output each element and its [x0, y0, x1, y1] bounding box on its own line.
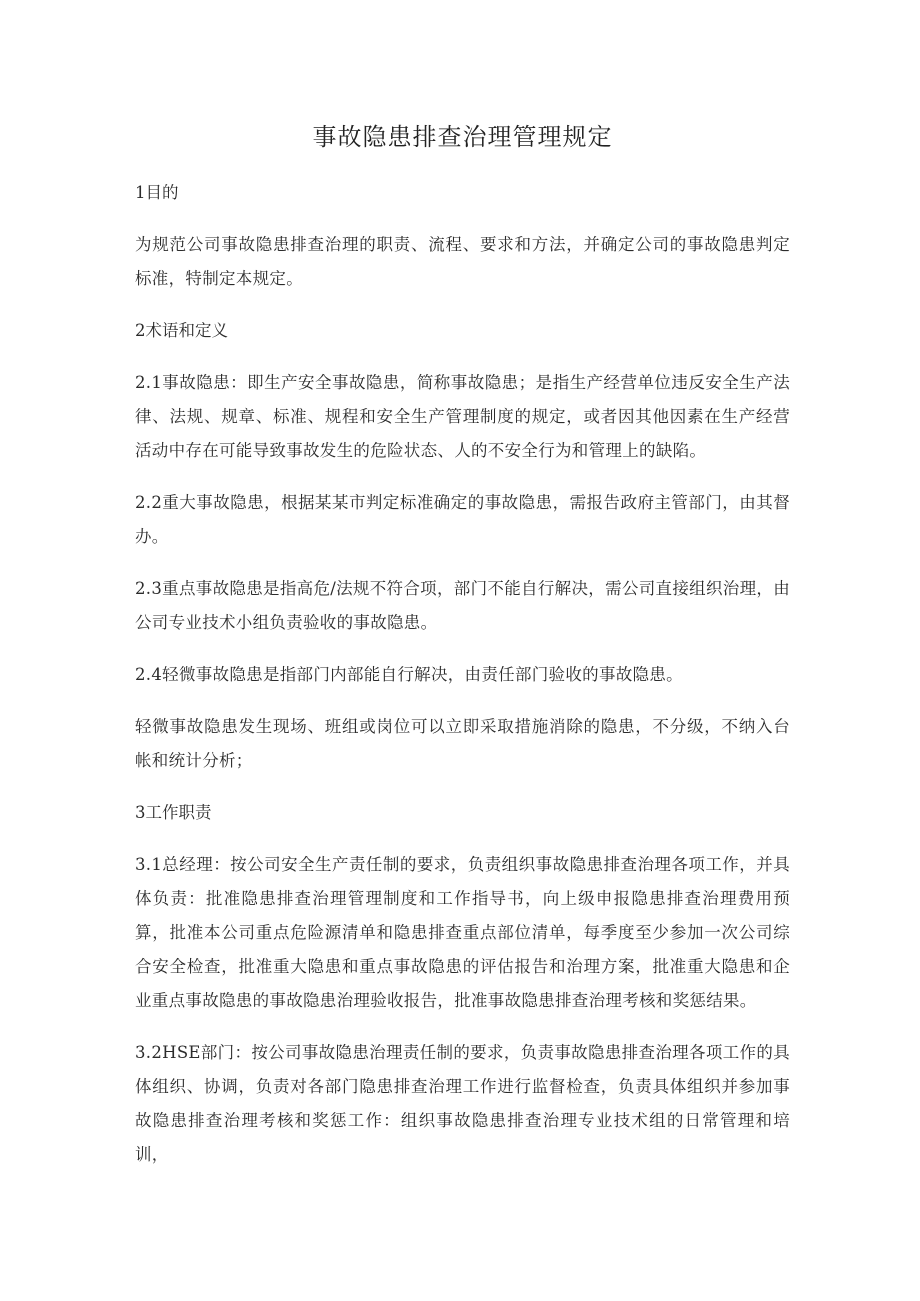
paragraph-purpose: 为规范公司事故隐患排查治理的职责、流程、要求和方法，并确定公司的事故隐患判定标准，特制定本规定。: [135, 235, 790, 288]
paragraph-term-2-4: 2.4轻微事故隐患是指部门内部能自行解决，由责任部门验收的事故隐患。: [135, 665, 683, 684]
section-heading-terms: 2术语和定义: [135, 321, 228, 340]
paragraph-term-2-1: 2.1事故隐患：即生产安全事故隐患，简称事故隐患；是指生产经营单位违反安全生产法律、法规、规章、标准、规程和安全生产管理制度的规定，或者因其他因素在生产经营活动中存在可能导致事故发生的危险状态、人的不安全行为和管理上的缺陷。: [135, 373, 790, 460]
section-heading-purpose: 1目的: [135, 183, 179, 202]
paragraph-resp-3-2: 3.2HSE部门：按公司事故隐患治理责任制的要求，负责事故隐患排查治理各项工作的具体组织、协调，负责对各部门隐患排查治理工作进行监督检查，负责具体组织并参加事故隐患排查治理考核和奖惩工作：组织事故隐患排查治理专业技术组的日常管理和培训，: [135, 1043, 790, 1164]
paragraph-term-2-3: 2.3重点事故隐患是指高危/法规不符合项，部门不能自行解决，需公司直接组织治理，由公司专业技术小组负责验收的事故隐患。: [135, 579, 790, 632]
paragraph-resp-3-1: 3.1总经理：按公司安全生产责任制的要求，负责组织事故隐患排查治理各项工作，并具体负责：批准隐患排查治理管理制度和工作指导书，向上级申报隐患排查治理费用预算，批准本公司重点危险源清单和隐患排查重点部位清单，每季度至少参加一次公司综合安全检查，批准重大隐患和重点事故隐患的评估报告和治理方案，批准重大隐患和企业重点事故隐患的事故隐患治理验收报告，批准事故隐患排查治理考核和奖惩结果。: [135, 855, 790, 1010]
paragraph-term-2-2: 2.2重大事故隐患，根据某某市判定标准确定的事故隐患，需报告政府主管部门，由其督办。: [135, 493, 790, 546]
document-title: 事故隐患排查治理管理规定: [312, 123, 613, 151]
paragraph-minor-hazard-note: 轻微事故隐患发生现场、班组或岗位可以立即采取措施消除的隐患，不分级，不纳入台帐和统计分析；: [135, 717, 790, 770]
section-heading-responsibilities: 3工作职责: [135, 803, 212, 822]
